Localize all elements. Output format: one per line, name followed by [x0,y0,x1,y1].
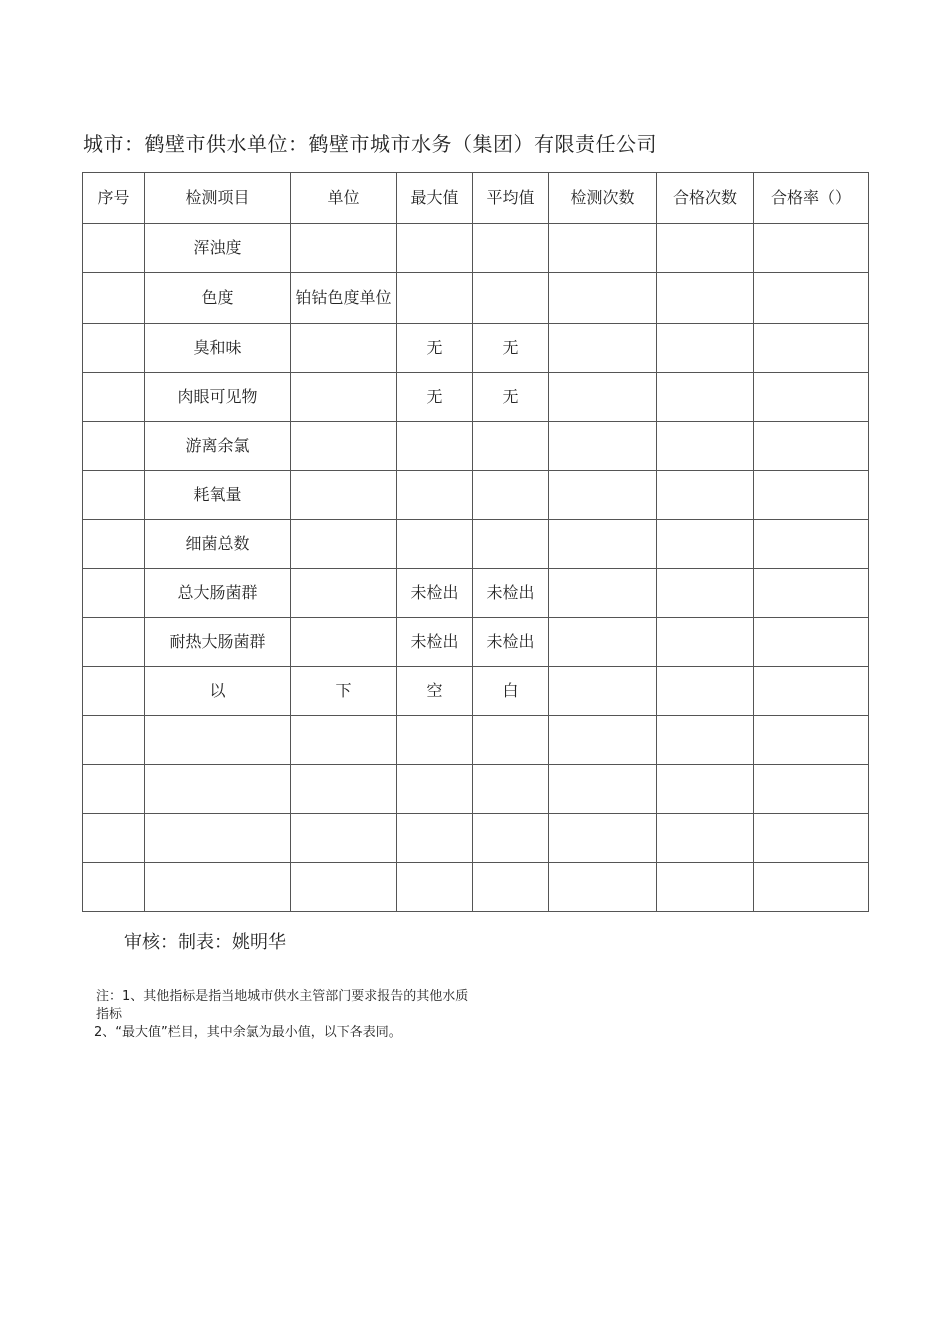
footnotes [96,988,596,1042]
cell-avg [473,422,549,471]
footnote-1: 注：1、其他指标是指当地城市供水主管部门要求报告的其他水质 [96,989,469,1004]
table-header-row [83,173,869,224]
cell-test-count [549,716,657,765]
cell-pass-count [657,569,754,618]
cell-index [83,324,145,373]
cell-pass-count [657,667,754,716]
cell-test-count [549,373,657,422]
cell-pass-rate [754,814,869,863]
cell-test-count [549,520,657,569]
cell-unit [291,324,397,373]
cell-avg: 未检出 [473,569,549,618]
cell-index [83,471,145,520]
cell-avg [473,716,549,765]
cell-max: 未检出 [397,569,473,618]
cell-index [83,765,145,814]
cell-max: 无 [397,324,473,373]
footnote-2: 2、“最大值”栏目，其中余氯为最小值，以下各表同。 [94,1025,402,1040]
table-row [83,814,869,863]
cell-index [83,569,145,618]
cell-max: 无 [397,373,473,422]
cell-unit [291,520,397,569]
cell-item: 游离余氯 [145,422,291,471]
cell-pass-count [657,471,754,520]
cell-pass-count [657,224,754,273]
cell-test-count [549,422,657,471]
cell-pass-rate [754,618,869,667]
cell-max [397,224,473,273]
column-header-index: 序号 [83,173,145,224]
cell-index [83,520,145,569]
cell-item: 以 [145,667,291,716]
cell-avg: 未检出 [473,618,549,667]
signoff-line: 审核：制表：姚明华 [124,932,286,953]
cell-max: 未检出 [397,618,473,667]
cell-pass-rate [754,863,869,912]
cell-unit [291,765,397,814]
cell-pass-count [657,422,754,471]
cell-index [83,422,145,471]
cell-index [83,716,145,765]
cell-unit [291,471,397,520]
cell-item [145,765,291,814]
cell-max [397,716,473,765]
table-row [83,224,869,273]
cell-test-count [549,324,657,373]
column-header-pass-rate: 合格率（） [754,173,869,224]
column-header-unit: 单位 [291,173,397,224]
column-header-item: 检测项目 [145,173,291,224]
cell-item: 耗氧量 [145,471,291,520]
cell-pass-rate [754,273,869,324]
report-header: 城市：鹤壁市供水单位：鹤壁市城市水务（集团）有限责任公司 [83,132,657,156]
cell-pass-rate [754,765,869,814]
cell-test-count [549,273,657,324]
cell-pass-count [657,863,754,912]
cell-item [145,716,291,765]
cell-unit: 铂钴色度单位 [291,273,397,324]
cell-test-count [549,569,657,618]
cell-test-count [549,667,657,716]
table-row [83,520,869,569]
table-row [83,273,869,324]
cell-index [83,863,145,912]
cell-item: 细菌总数 [145,520,291,569]
cell-max [397,814,473,863]
cell-avg: 无 [473,324,549,373]
table-row [83,422,869,471]
table-row [83,569,869,618]
cell-avg [473,224,549,273]
cell-test-count [549,765,657,814]
cell-pass-count [657,373,754,422]
cell-index [83,667,145,716]
cell-max [397,422,473,471]
table-row [83,471,869,520]
cell-unit [291,373,397,422]
cell-pass-count [657,273,754,324]
cell-unit: 下 [291,667,397,716]
cell-item: 总大肠菌群 [145,569,291,618]
cell-pass-rate [754,373,869,422]
cell-max [397,765,473,814]
cell-item: 耐热大肠菌群 [145,618,291,667]
cell-index [83,373,145,422]
cell-pass-rate [754,422,869,471]
cell-pass-rate [754,667,869,716]
cell-pass-rate [754,569,869,618]
cell-unit [291,863,397,912]
cell-item: 肉眼可见物 [145,373,291,422]
table-row [83,765,869,814]
cell-item [145,814,291,863]
cell-pass-rate [754,716,869,765]
cell-pass-count [657,814,754,863]
cell-avg: 无 [473,373,549,422]
cell-unit [291,224,397,273]
cell-pass-rate [754,324,869,373]
table-row [83,373,869,422]
cell-item: 浑浊度 [145,224,291,273]
cell-item: 色度 [145,273,291,324]
cell-index [83,618,145,667]
cell-item [145,863,291,912]
cell-pass-rate [754,520,869,569]
table-row [83,863,869,912]
column-header-max: 最大值 [397,173,473,224]
cell-test-count [549,224,657,273]
table-row [83,716,869,765]
cell-avg [473,863,549,912]
cell-item: 臭和味 [145,324,291,373]
cell-pass-rate [754,471,869,520]
cell-avg [473,814,549,863]
cell-unit [291,422,397,471]
cell-unit [291,716,397,765]
cell-avg [473,765,549,814]
cell-index [83,814,145,863]
cell-unit [291,618,397,667]
cell-test-count [549,618,657,667]
cell-test-count [549,814,657,863]
cell-max [397,273,473,324]
cell-avg [473,471,549,520]
water-quality-table [82,172,869,912]
cell-max [397,863,473,912]
column-header-pass-count: 合格次数 [657,173,754,224]
cell-test-count [549,863,657,912]
column-header-avg: 平均值 [473,173,549,224]
cell-max [397,520,473,569]
cell-pass-count [657,716,754,765]
cell-test-count [549,471,657,520]
cell-unit [291,569,397,618]
cell-avg [473,273,549,324]
cell-pass-count [657,324,754,373]
cell-pass-rate [754,224,869,273]
table-row [83,618,869,667]
cell-index [83,224,145,273]
cell-avg [473,520,549,569]
cell-pass-count [657,520,754,569]
table-row [83,667,869,716]
cell-index [83,273,145,324]
cell-pass-count [657,618,754,667]
column-header-test-count: 检测次数 [549,173,657,224]
cell-unit [291,814,397,863]
footnote-1-continued: 指标 [96,1007,123,1022]
cell-avg: 白 [473,667,549,716]
cell-max [397,471,473,520]
cell-max: 空 [397,667,473,716]
table-row [83,324,869,373]
cell-pass-count [657,765,754,814]
